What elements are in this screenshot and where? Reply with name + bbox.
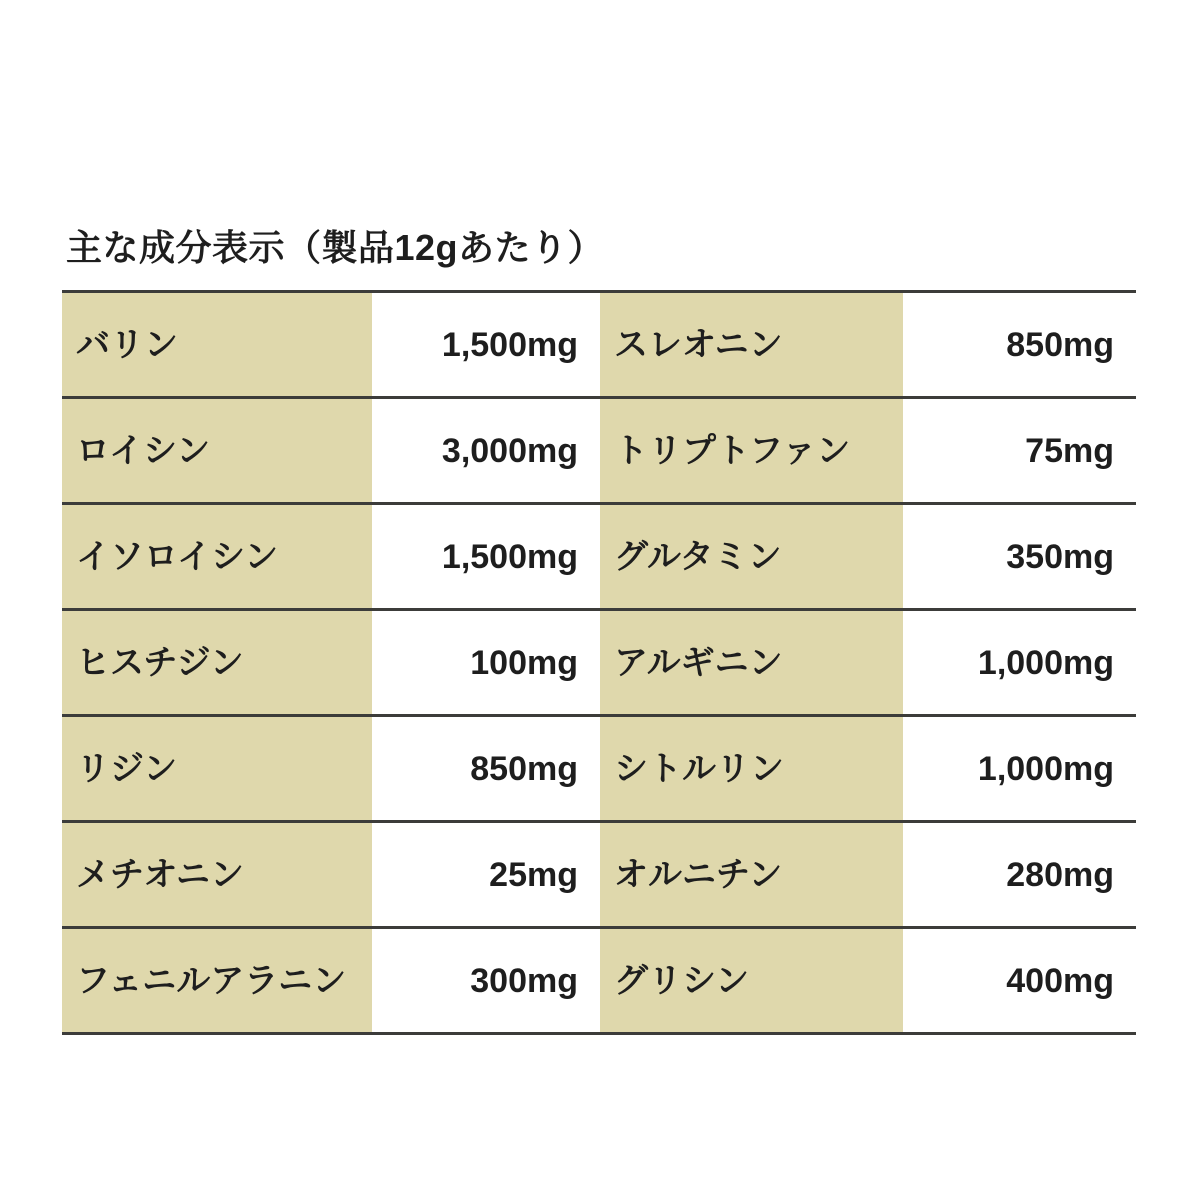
table-row: [62, 714, 1136, 820]
ingredient-value-cell: 1,000mg: [903, 611, 1136, 714]
ingredient-value-cell: 25mg: [372, 823, 600, 926]
ingredient-value-cell: 75mg: [903, 399, 1136, 502]
table-row: [62, 290, 1136, 396]
ingredient-name-cell: リジン: [62, 717, 372, 820]
ingredient-name-cell: イソロイシン: [62, 505, 372, 608]
ingredient-name-cell: フェニルアラニン: [62, 929, 372, 1032]
page-title: 主な成分表示（製品12gあたり）: [66, 227, 605, 268]
table-row: [62, 608, 1136, 714]
table-row: [62, 396, 1136, 502]
ingredient-name-cell: シトルリン: [600, 717, 903, 820]
ingredient-name-cell: オルニチン: [600, 823, 903, 926]
ingredient-name-cell: ロイシン: [62, 399, 372, 502]
ingredient-name-cell: グリシン: [600, 929, 903, 1032]
ingredient-value-cell: 1,500mg: [372, 505, 600, 608]
ingredient-value-cell: 400mg: [903, 929, 1136, 1032]
table-row: [62, 502, 1136, 608]
ingredient-name-cell: グルタミン: [600, 505, 903, 608]
ingredient-name-cell: スレオニン: [600, 293, 903, 396]
ingredient-table: [62, 290, 1136, 1035]
ingredient-value-cell: 850mg: [903, 293, 1136, 396]
table-row: [62, 820, 1136, 926]
ingredient-name-cell: メチオニン: [62, 823, 372, 926]
ingredient-name-cell: バリン: [62, 293, 372, 396]
ingredient-value-cell: 3,000mg: [372, 399, 600, 502]
ingredient-value-cell: 1,500mg: [372, 293, 600, 396]
ingredient-name-cell: アルギニン: [600, 611, 903, 714]
ingredient-value-cell: 850mg: [372, 717, 600, 820]
table-row: [62, 926, 1136, 1032]
ingredient-value-cell: 1,000mg: [903, 717, 1136, 820]
ingredient-name-cell: ヒスチジン: [62, 611, 372, 714]
ingredient-value-cell: 100mg: [372, 611, 600, 714]
ingredient-value-cell: 280mg: [903, 823, 1136, 926]
ingredient-name-cell: トリプトファン: [600, 399, 903, 502]
ingredient-value-cell: 300mg: [372, 929, 600, 1032]
ingredient-value-cell: 350mg: [903, 505, 1136, 608]
